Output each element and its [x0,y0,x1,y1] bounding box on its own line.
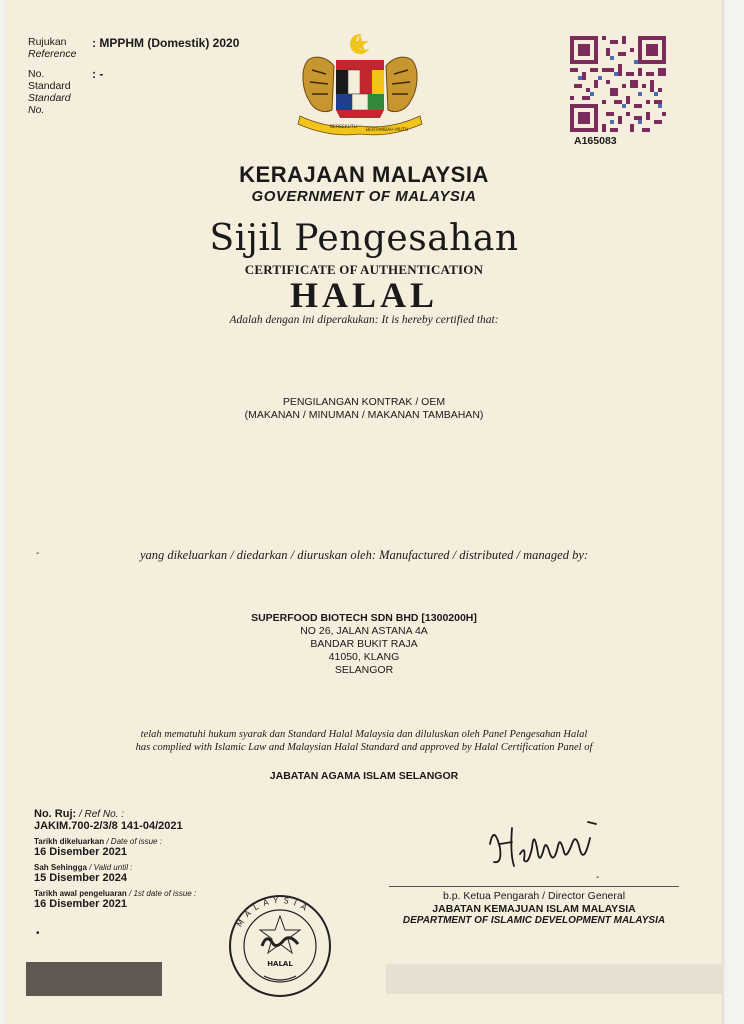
government-title-en: GOVERNMENT OF MALAYSIA [251,188,477,205]
signatory-department-en: DEPARTMENT OF ISLAMIC DEVELOPMENT MALAYSIA [402,915,666,926]
emblem-motto-right: BERTAMBAH MUTU [366,128,409,133]
bottom-strip-dark [26,962,162,996]
government-title-ms: KERAJAAN MALAYSIA [239,162,489,187]
qr-code-icon [570,36,666,132]
ref-no-value: JAKIM.700-2/3/8 141-04/2021 [34,820,183,832]
halal-title: HALAL [289,275,439,315]
halal-logo-center-word: HALAL [267,960,293,968]
certified-statement: Adalah dengan ini diperakukan: It is hereby certified that: [229,314,499,326]
certifying-body: JABATAN AGAMA ISLAM SELANGOR [269,770,459,782]
dot-mark: • [36,928,40,939]
product-category: PENGILANGAN KONTRAK / OEM (MAKANAN / MINUMAN / MAKANAN TAMBAHAN) [244,396,484,421]
dash-mark: - [36,548,40,559]
certificate-details: No. Ruj: / Ref No. : JAKIM.700-2/3/8 141-04/2021 Tarikh dikeluarkan / Date of issue : 16 Disember 2021 Sah Sehingga / Valid until : 15 Disember 2024 Tarikh awal pengeluaran / 1st date of issue : 16 Disember 2021 [34,808,197,910]
signature-line [389,886,679,887]
emblem-motto-left: BERSEKUTU [330,125,357,130]
valid-until-value: 15 Disember 2024 [34,872,127,884]
signature-mark: - [596,872,600,883]
halal-logo-icon [228,894,332,998]
first-issue-value: 16 Disember 2021 [34,898,127,910]
standard-no-value: : - [92,67,104,81]
signatory-title: b.p. Ketua Pengarah / Director General [442,890,626,902]
signature-icon [480,814,610,876]
reference-label: Rujukan Reference [28,36,77,60]
certificate-title-en: CERTIFICATE OF AUTHENTICATION [244,262,484,277]
issue-date-value: 16 Disember 2021 [34,846,127,858]
company-address-2: BANDAR BUKIT RAJA [310,638,418,650]
qr-code-number: A165083 [574,135,617,147]
company-address-4: SELANGOR [334,664,394,676]
malaysia-coat-of-arms-icon [290,30,430,138]
signatory-department-ms: JABATAN KEMAJUAN ISLAM MALAYSIA [432,903,636,915]
certificate-title-ms: Sijil Pengesahan [209,218,519,259]
manufacturer-label: yang dikeluarkan / diedarkan / diuruskan oleh: Manufactured / distributed / managed by: [139,548,589,562]
company-name: SUPERFOOD BIOTECH SDN BHD [1300200H] [251,612,477,624]
certificate-page [6,0,722,1024]
halal-logo-ring-text: MALAYSIA [234,895,313,929]
company-address-1: NO 26, JALAN ASTANA 4A [300,625,428,637]
reference-value: : MPPHM (Domestik) 2020 [92,36,240,50]
compliance-statement: telah mematuhi hukum syarak dan Standard Halal Malaysia dan diluluskan oleh Panel Pengesahan Halal has complied with Islamic Law and Malaysian Halal Standard and approved by Halal Certification Panel of [135,729,593,753]
standard-no-label: No. Standard Standard No. [28,68,71,116]
bottom-strip-light [386,964,722,994]
company-address-3: 41050, KLANG [328,651,400,663]
company-block [6,612,722,677]
